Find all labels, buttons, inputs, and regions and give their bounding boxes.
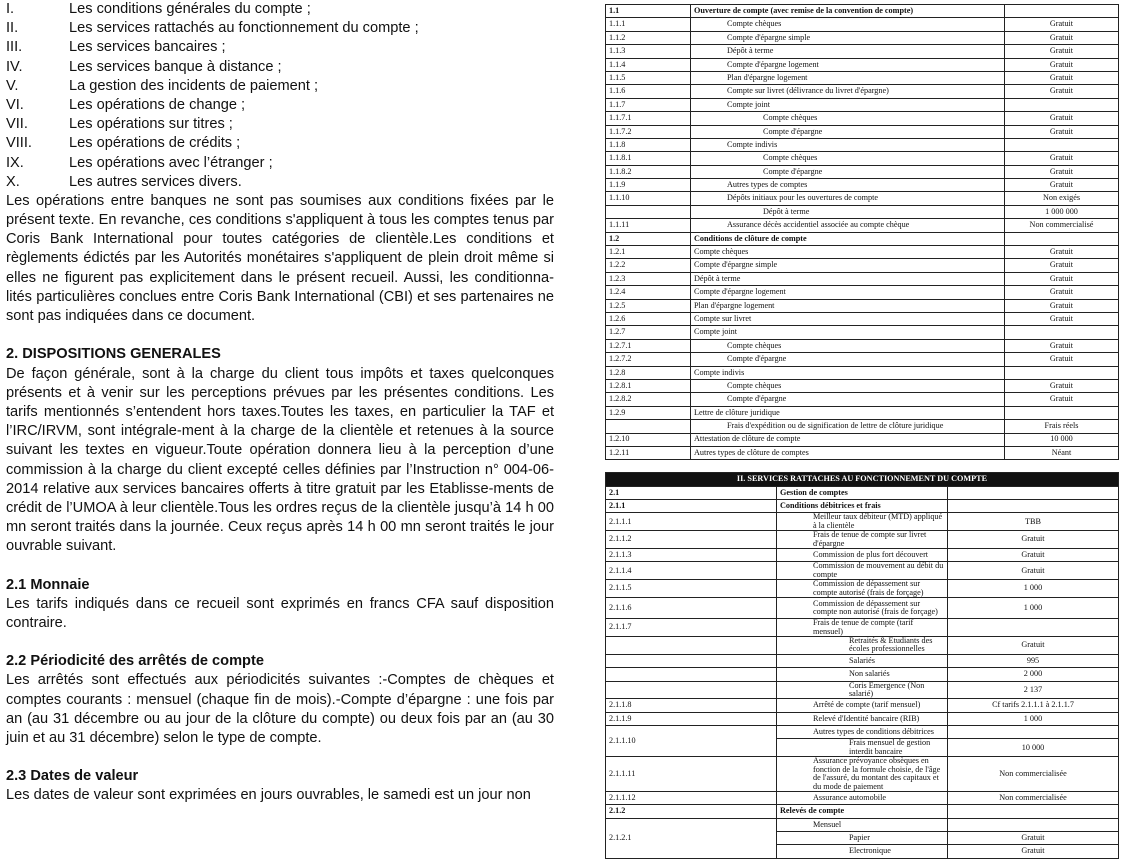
table-row [606,299,1119,312]
row-value [1005,5,1119,18]
table-row [606,232,1119,245]
row-value: Gratuit [948,562,1119,580]
row-value: 2 000 [948,668,1119,681]
row-label: Dépôt à terme [691,45,1005,58]
row-label: Compte sur livret (délivrance du livret d'épargne) [691,85,1005,98]
row-label: Assurance automobile [777,791,948,804]
row-value: Gratuit [948,832,1119,845]
table-row [606,18,1119,31]
row-label: Compte indivis [691,366,1005,379]
row-value: Non commercialisée [948,791,1119,804]
row-label: Compte chèques [691,112,1005,125]
row-label: Commission de dépassement sur compte autorisé (frais de forçage) [777,580,948,598]
row-code: 1.2.7.2 [606,353,691,366]
row-code: 1.1.5 [606,71,691,84]
row-value [1005,326,1119,339]
row-code: 1.2.7 [606,326,691,339]
row-label: Electronique [777,845,948,858]
list-item: III. Les services bancaires ; [6,39,226,56]
table-row [606,165,1119,178]
row-code: 2.1.1.12 [606,791,777,804]
row-value: Gratuit [1005,45,1119,58]
row-code: 1.1.8 [606,138,691,151]
row-code: 1.1.7 [606,98,691,111]
row-code: 2.1 [606,486,777,499]
row-value [948,818,1119,831]
table-row [606,192,1119,205]
row-value: Gratuit [1005,179,1119,192]
row-value: Gratuit [1005,112,1119,125]
table-row [606,205,1119,218]
row-label: Ouverture de compte (avec remise de la convention de compte) [691,5,1005,18]
row-label: Dépôt à terme [691,205,1005,218]
account-conditions-table [605,4,1119,460]
subsection-heading: 2.3 Dates de valeur [6,768,139,785]
row-value: Néant [1005,446,1119,459]
row-value: 2 137 [948,681,1119,699]
row-code: 1.2.11 [606,446,691,459]
row-value [948,500,1119,513]
row-value [1005,138,1119,151]
row-code: 1.1.9 [606,179,691,192]
row-label: Compte chèques [691,379,1005,392]
row-value: Gratuit [948,636,1119,654]
row-value [1005,366,1119,379]
row-label: Frais de tenue de compte sur livret d'épargne [777,531,948,549]
table-row [606,406,1119,419]
row-value: Gratuit [1005,272,1119,285]
row-code: 1.1.8.1 [606,152,691,165]
row-label: Commission de mouvement au débit du compte [777,562,948,580]
table-row [606,45,1119,58]
row-label: Gestion de comptes [777,486,948,499]
row-code: 1.2.8.2 [606,393,691,406]
row-label: Compte d'épargne [691,353,1005,366]
list-item: IV. Les services banque à distance ; [6,58,282,75]
row-value: Gratuit [948,531,1119,549]
row-code [606,681,777,699]
row-value: 10 000 [1005,433,1119,446]
table-row [606,726,1119,739]
row-label: Compte joint [691,98,1005,111]
row-value: Frais réels [1005,420,1119,433]
service-list [6,0,554,192]
table-row [606,420,1119,433]
row-label: Relevé d'Identité bancaire (RIB) [777,712,948,725]
row-label: Assurance décès accidentiel associée au compte chèque [691,219,1005,232]
value-dates-paragraph: Les dates de valeur sont exprimées en jours ouvrables, le samedi est un jour non [6,787,531,804]
row-label: Compte chèques [691,339,1005,352]
row-code: 1.2.3 [606,272,691,285]
row-value: TBB [948,513,1119,531]
table-row [606,513,1119,531]
row-label: Frais de tenue de compte (tarif mensuel) [777,619,948,637]
row-code: 1.1.2 [606,31,691,44]
row-label: Compte d'épargne simple [691,31,1005,44]
row-code: 2.1.1.7 [606,619,777,637]
row-value: Gratuit [1005,246,1119,259]
row-value: Gratuit [1005,125,1119,138]
row-value: Gratuit [1005,152,1119,165]
row-code: 1.1.8.2 [606,165,691,178]
table-row [606,500,1119,513]
row-code: 2.1.1.8 [606,699,777,712]
list-item: V. La gestion des incidents de paiement ; [6,77,319,94]
table-row [606,138,1119,151]
table-row [606,31,1119,44]
row-label: Autres types de clôture de comptes [691,446,1005,459]
row-code: 1.1 [606,5,691,18]
row-value [948,805,1119,818]
row-value: Gratuit [1005,31,1119,44]
row-label: Dépôt à terme [691,272,1005,285]
row-code: 1.1.10 [606,192,691,205]
row-value: Gratuit [1005,353,1119,366]
table-row [606,5,1119,18]
row-code: 1.2.6 [606,312,691,325]
table-row [606,531,1119,549]
row-value: Gratuit [1005,286,1119,299]
table-row [606,272,1119,285]
row-code: 1.2.1 [606,246,691,259]
row-value: Gratuit [1005,165,1119,178]
list-item: II. Les services rattachés au fonctionnement du compte ; [6,20,419,37]
table-row [606,757,1119,792]
row-label: Compte d'épargne [691,125,1005,138]
list-item: X. Les autres services divers. [6,173,242,190]
row-label: Salariés [777,654,948,667]
table-row [606,179,1119,192]
row-code: 1.1.3 [606,45,691,58]
row-label: Frais d'expédition ou de signification de lettre de clôture juridique [691,420,1005,433]
row-value: Gratuit [1005,379,1119,392]
table-row [606,326,1119,339]
subsection-heading: 2.2 Périodicité des arrêtés de compte [6,653,264,670]
periodicity-paragraph: Les arrêtés sont effectués aux périodicités suivantes :-Comptes de chèques et comptes courants : mensuel (chaque fin de mois).-Compte d’épargne : une fois par an (au 31 décembre ou au jour de la clôture du compte) ou deux fois par an (au 30 juin et au 31 décembre) selon le type de compte. [6,672,554,746]
row-label: Compte d'épargne [691,165,1005,178]
row-code: 2.1.1.10 [606,726,777,757]
row-label: Retraités & Etudiants des écoles professionnelles [777,636,948,654]
account-services-table [605,472,1119,859]
table-row [606,619,1119,637]
row-code: 1.2.8.1 [606,379,691,392]
list-item: VIII. Les opérations de crédits ; [6,135,241,152]
row-code [606,420,691,433]
table-row [606,312,1119,325]
row-label: Compte sur livret [691,312,1005,325]
row-label: Compte d'épargne simple [691,259,1005,272]
row-label: Lettre de clôture juridique [691,406,1005,419]
row-code: 1.1.1 [606,18,691,31]
row-label: Autres types de comptes [691,179,1005,192]
row-label: Dépôts initiaux pour les ouvertures de compte [691,192,1005,205]
row-code: 2.1.2 [606,805,777,818]
row-code: 1.2.7.1 [606,339,691,352]
table-row [606,112,1119,125]
row-code: 1.2.5 [606,299,691,312]
list-item: VII. Les opérations sur titres ; [6,116,233,133]
row-label: Commission de dépassement sur compte non autorisé (frais de forçage) [777,598,948,619]
table-row [606,446,1119,459]
row-label: Mensuel [777,818,948,831]
row-code: 1.2.2 [606,259,691,272]
table-row [606,681,1119,699]
general-provisions-paragraph: De façon générale, sont à la charge du client tous impôts et taxes quelconques présents et à venir sur les perceptions prévues par les présentes conditions. Les tarifs mentionnés s’entendent hors taxes.Toutes les taxes, en particulier la TAF et l’IRC/IRVM, sont intégrale-ment à la charge de la clientèle et retenues à la source suivant les textes en vigueur.Toute opération donnera lieu à la perception d’une commission à la charge du client excepté celles définies par l’Instruction n° 004-06-2014 relative aux services bancaires offerts à titre gratuit par les Etablisse-ments de crédit de l’UMOA à leur clientèle.Tous les ordres reçus de la clientèle jusqu’à 14 h 00 mn seront traités dans la journée. Ceux reçus après 14 h 00 mn seront traités le jour ouvrable suivant. [6,365,554,555]
table-row [606,58,1119,71]
table-row [606,668,1119,681]
row-label: Non salariés [777,668,948,681]
row-label: Conditions débitrices et frais [777,500,948,513]
row-code: 1.2 [606,232,691,245]
table-row [606,85,1119,98]
row-label: Compte chèques [691,246,1005,259]
row-label: Relevés de compte [777,805,948,818]
table-row [606,125,1119,138]
row-code: 1.1.7.1 [606,112,691,125]
row-code: 2.1.1.1 [606,513,777,531]
row-label: Compte chèques [691,18,1005,31]
subsection-heading: 2.1 Monnaie [6,576,90,593]
table-row [606,393,1119,406]
section-heading: 2. DISPOSITIONS GENERALES [6,346,221,363]
table-row [606,699,1119,712]
row-value: 1 000 [948,580,1119,598]
row-label: Plan d'épargne logement [691,299,1005,312]
row-value: Gratuit [1005,393,1119,406]
row-code [606,654,777,667]
table-row [606,219,1119,232]
list-item: I. Les conditions générales du compte ; [6,1,311,17]
row-code: 2.1.1.4 [606,562,777,580]
row-code: 2.1.1.3 [606,549,777,562]
table-row [606,379,1119,392]
row-value: Gratuit [948,549,1119,562]
table-row [606,636,1119,654]
row-value: Gratuit [1005,71,1119,84]
row-value: Non commercialisé [1005,219,1119,232]
row-label: Papier [777,832,948,845]
row-code: 2.1.1.9 [606,712,777,725]
row-value: Gratuit [1005,259,1119,272]
row-code: 2.1.1.5 [606,580,777,598]
row-value: 10 000 [948,739,1119,757]
row-code: 2.1.1 [606,500,777,513]
table-row [606,791,1119,804]
intro-paragraph: Les opérations entre banques ne sont pas soumises aux conditions fixées par le présent texte. En revanche, ces conditions s'appliquent à tous les comptes tenus par Coris Bank International pour toutes catégories de clientèle.Les conditions et règlements édictés par les Autorités monétaires s'appliquent de plein droit même si elles ne figurent pas explicitement dans le présent recueil. Aussi, les conditionna-lités particulières conclues entre Coris Bank International (CBI) et ses partenaires ne sont pas indiquées dans ce document. [6,192,554,325]
row-label: Autres types de conditions débitrices [777,726,948,739]
row-label: Arrêté de compte (tarif mensuel) [777,699,948,712]
row-value: Non commercialisée [948,757,1119,792]
row-label: Coris Emergence (Non salarié) [777,681,948,699]
left-column [6,0,554,806]
row-code [606,205,691,218]
table-row [606,246,1119,259]
table-row [606,366,1119,379]
row-code: 1.2.10 [606,433,691,446]
row-label: Meilleur taux débiteur (MTD) appliqué à la clientèle [777,513,948,531]
row-value: Gratuit [1005,339,1119,352]
row-value: 1 000 000 [1005,205,1119,218]
row-value: 1 000 [948,712,1119,725]
row-value [1005,406,1119,419]
table-row [606,805,1119,818]
row-code: 1.2.8 [606,366,691,379]
table-row [606,654,1119,667]
row-value: Non exigés [1005,192,1119,205]
row-value: 1 000 [948,598,1119,619]
row-value: Gratuit [948,845,1119,858]
table-row [606,286,1119,299]
row-label: Commission de plus fort découvert [777,549,948,562]
row-value: Gratuit [1005,312,1119,325]
table-row [606,98,1119,111]
row-label: Frais mensuel de gestion interdit bancaire [777,739,948,757]
row-value [1005,98,1119,111]
table-row [606,353,1119,366]
row-code: 1.1.4 [606,58,691,71]
row-value: Cf tarifs 2.1.1.1 à 2.1.1.7 [948,699,1119,712]
list-item: VI. Les opérations de change ; [6,96,246,113]
row-code [606,668,777,681]
table-row [606,598,1119,619]
row-label: Compte chèques [691,152,1005,165]
row-value: 995 [948,654,1119,667]
row-label: Compte d'épargne logement [691,286,1005,299]
row-value [1005,232,1119,245]
table-row [606,549,1119,562]
table-header-row [606,473,1119,486]
row-code: 1.1.7.2 [606,125,691,138]
table-row [606,712,1119,725]
list-item: IX. Les opérations avec l’étranger ; [6,154,273,171]
row-value [948,619,1119,637]
row-value: Gratuit [1005,58,1119,71]
row-value [948,486,1119,499]
row-label: Attestation de clôture de compte [691,433,1005,446]
row-code: 2.1.1.11 [606,757,777,792]
row-label: Plan d'épargne logement [691,71,1005,84]
row-code: 1.2.9 [606,406,691,419]
table-row [606,433,1119,446]
row-label: Compte joint [691,326,1005,339]
row-label: Conditions de clôture de compte [691,232,1005,245]
table-row [606,339,1119,352]
table-header: II. SERVICES RATTACHES AU FONCTIONNEMENT DU COMPTE [606,473,1119,486]
table-row [606,562,1119,580]
currency-paragraph: Les tarifs indiqués dans ce recueil sont exprimés en francs CFA sauf disposition contraire. [6,595,554,631]
row-code: 1.2.4 [606,286,691,299]
row-value: Gratuit [1005,18,1119,31]
table-row [606,486,1119,499]
row-label: Compte d'épargne [691,393,1005,406]
table-row [606,259,1119,272]
row-value [948,726,1119,739]
row-code: 2.1.1.2 [606,531,777,549]
row-code [606,636,777,654]
row-label: Assurance prévoyance obsèques en fonction de la formule choisie, de l'âge de l'assuré, du montant des capitaux et du mode de paiement [777,757,948,792]
table-row [606,71,1119,84]
table-row [606,580,1119,598]
row-code: 2.1.1.6 [606,598,777,619]
row-label: Compte indivis [691,138,1005,151]
table-row [606,152,1119,165]
row-code: 1.1.6 [606,85,691,98]
row-value: Gratuit [1005,85,1119,98]
table-row [606,818,1119,831]
right-column [605,0,1119,859]
row-value: Gratuit [1005,299,1119,312]
row-label: Compte d'épargne logement [691,58,1005,71]
row-code: 1.1.11 [606,219,691,232]
row-code: 2.1.2.1 [606,818,777,858]
